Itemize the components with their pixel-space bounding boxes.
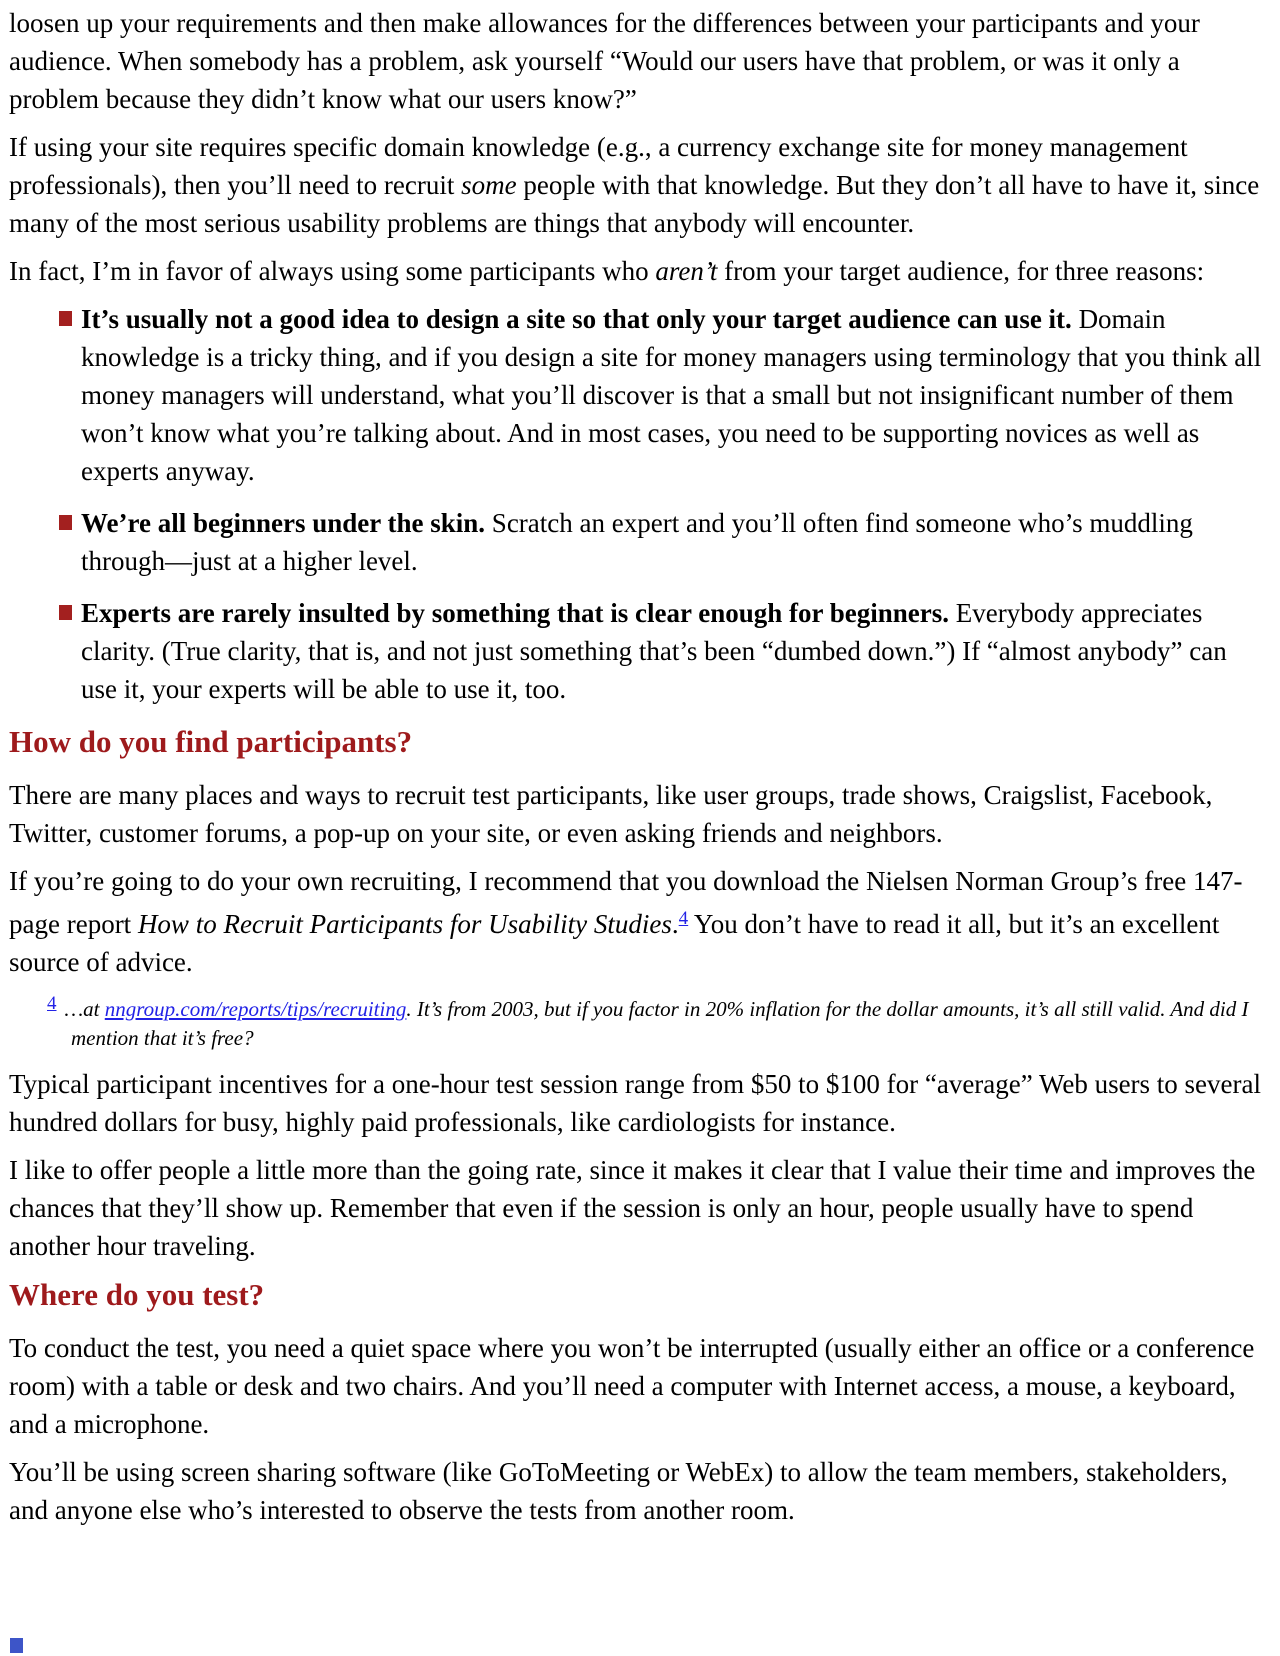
paragraph-7 <box>9 1151 1266 1265</box>
paragraph-6 <box>9 1065 1266 1141</box>
section-heading-where-test: Where do you test? <box>9 1277 265 1312</box>
footnote-marker-link[interactable]: 4 <box>47 993 57 1014</box>
text-run: …at <box>64 997 105 1021</box>
footnote <box>9 989 1266 1053</box>
bullet-list <box>9 300 1266 708</box>
section-heading-find-participants: How do you find participants? <box>9 724 413 759</box>
text-run: In fact, I’m in favor of always using some participants who <box>9 256 656 286</box>
bullet-square-icon <box>59 515 72 530</box>
list-item-target-audience <box>9 300 1266 490</box>
paragraph-5 <box>9 862 1266 981</box>
bullet-square-icon <box>59 311 72 326</box>
text-run: . <box>671 909 679 939</box>
italic-run-report-title: How to Recruit Participants for Usability Studies <box>137 909 672 939</box>
paragraph-2 <box>9 128 1266 242</box>
nngroup-recruiting-link[interactable]: nngroup.com/reports/tips/recruiting <box>104 997 407 1021</box>
text-run: Everybody appreciates clarity. (True clarity, that is, and not just something that’s been “dumbed down.”) If “almost anybody” can use it, your experts will be able to use it, too. <box>81 598 1227 704</box>
next-element-blue-fragment <box>10 1638 23 1653</box>
text-run: . It’s from 2003, but if you factor in 20% inflation for the dollar amounts, it’s all still valid. And did I mention that it’s free? <box>71 997 1249 1050</box>
text-run: You don’t have to read it all, but it’s an excellent source of advice. <box>9 909 1220 977</box>
text-run: people with that knowledge. But they don’t all have to have it, since many of the most serious usability problems are things that anybody will encounter. <box>9 170 1260 238</box>
italic-run: some <box>461 170 517 200</box>
list-item-experts-clarity <box>9 594 1266 708</box>
footnote-ref-link[interactable]: 4 <box>678 908 689 929</box>
paragraph-8 <box>9 1329 1266 1443</box>
paragraph-4 <box>9 776 1266 852</box>
paragraph-3 <box>9 252 1266 290</box>
text-run: loosen up your requirements and then make allowances for the differences between your participants and your audience. When somebody has a problem, ask yourself “Would our users have that problem, or was it only a problem because they didn’t know what our users know?” <box>9 8 1200 114</box>
bold-lead: We’re all beginners under the skin. <box>81 508 486 538</box>
text-run: Scratch an expert and you’ll often find someone who’s muddling through—just at a higher level. <box>81 508 1193 576</box>
text-run: There are many places and ways to recruit test participants, like user groups, trade shows, Craigslist, Facebook, Twitter, customer forums, a pop-up on your site, or even asking friends and neighbors. <box>9 780 1213 848</box>
list-item-beginners-skin <box>9 504 1266 580</box>
text-run: from your target audience, for three reasons: <box>717 256 1205 286</box>
paragraph-9 <box>9 1453 1266 1529</box>
text-run: I like to offer people a little more than the going rate, since it makes it clear that I value their time and improves the chances that they’ll show up. Remember that even if the session is only an hour, people usually have to spend another hour traveling. <box>9 1155 1256 1261</box>
paragraph-1 <box>9 4 1266 118</box>
text-run: If you’re going to do your own recruiting, I recommend that you download the Nielsen Norman Group’s free 147-page report <box>9 866 1243 939</box>
text-run: You’ll be using screen sharing software (like GoToMeeting or WebEx) to allow the team members, stakeholders, and anyone else who’s interested to observe the tests from another room. <box>9 1457 1228 1525</box>
text-run: Domain knowledge is a tricky thing, and if you design a site for money managers using terminology that you think all money managers will understand, what you’ll discover is that a small but not insignificant number of them won’t know what you’re talking about. And in most cases, you need to be supporting novices as well as experts anyway. <box>81 304 1262 486</box>
bullet-square-icon <box>59 605 72 620</box>
bold-lead: It’s usually not a good idea to design a site so that only your target audience can use it. <box>81 304 1072 334</box>
text-run: To conduct the test, you need a quiet space where you won’t be interrupted (usually either an office or a conference room) with a table or desk and two chairs. And you’ll need a computer with Internet access, a mouse, a keyboard, and a microphone. <box>9 1333 1255 1439</box>
text-run: Typical participant incentives for a one-hour test session range from $50 to $100 for “average” Web users to several hundred dollars for busy, highly paid professionals, like cardiologists for instance. <box>9 1069 1262 1137</box>
italic-run: aren’t <box>655 256 718 286</box>
text-run: If using your site requires specific domain knowledge (e.g., a currency exchange site for money management professionals), then you’ll need to recruit <box>9 132 1188 200</box>
bold-lead: Experts are rarely insulted by something that is clear enough for beginners. <box>81 598 949 628</box>
